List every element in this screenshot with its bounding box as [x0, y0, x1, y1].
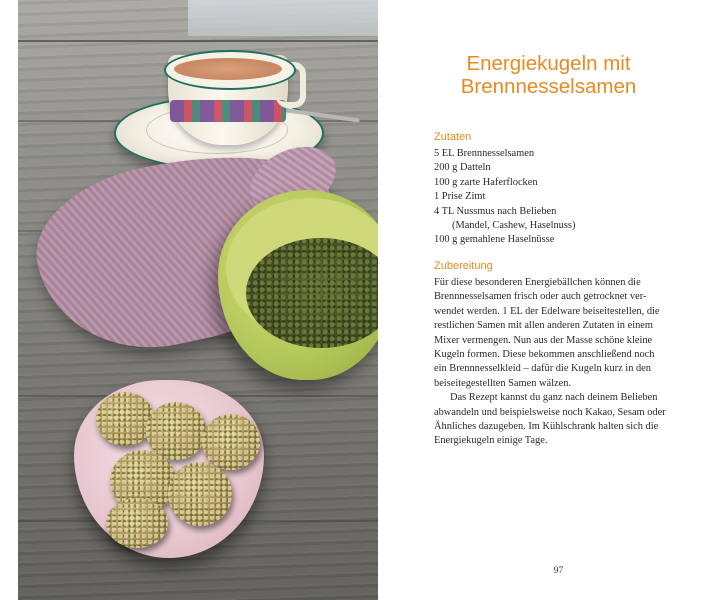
preparation-line: wendet werden. 1 EL der Edelware beiseitestellen, die — [434, 305, 660, 317]
ingredient-item-note: (Mandel, Cashew, Haselnuss) — [452, 220, 576, 232]
ingredient-item: 100 g gemahlene Haselnüsse — [434, 234, 555, 246]
background-sky — [188, 0, 378, 36]
page-number: 97 — [553, 566, 564, 576]
ingredients-heading: Zutaten — [434, 131, 472, 143]
energy-ball — [96, 392, 154, 446]
ingredient-item: 4 TL Nussmus nach Belieben — [434, 205, 557, 217]
tea — [174, 58, 282, 80]
recipe-title-line: Brennnesselsamen — [460, 75, 637, 98]
preparation-line: ein Brennnesselkleid – dafür die Kugeln kurz in den — [434, 363, 651, 375]
preparation-line: Brennnesselsamen frisch oder auch getrocknet ver- — [434, 291, 647, 303]
preparation-text — [434, 276, 710, 449]
teacup-floral-pattern — [170, 100, 286, 122]
preparation-line: Ähnliches dazugeben. Im Kühlschrank halten sich die — [434, 421, 659, 433]
ingredient-item: 100 g zarte Haferflocken — [434, 176, 538, 188]
preparation-line: Mixer vermengen. Nun aus der Masse schöne kleine — [434, 334, 653, 346]
recipe-text-page — [378, 0, 719, 600]
preparation-line: abwandeln und beispielsweise noch Kakao, Sesam oder — [434, 406, 666, 418]
ingredient-item: 5 EL Brennnesselsamen — [434, 148, 535, 159]
recipe-photo — [18, 0, 378, 600]
preparation-line: Für diese besonderen Energiebällchen können die — [434, 277, 641, 288]
ingredient-item: 200 g Datteln — [434, 162, 491, 174]
recipe-title-line: Energiekugeln mit — [466, 52, 631, 75]
preparation-heading: Zubereitung — [434, 260, 493, 272]
recipe-title — [378, 52, 719, 98]
table-plank-seam — [18, 40, 378, 42]
preparation-line: Kugeln formen. Diese bekommen anschließend noch — [434, 349, 655, 361]
preparation-line: Das Rezept kannst du ganz nach deinem Belieben — [450, 392, 658, 404]
energy-ball — [106, 498, 168, 548]
preparation-line: Energiekugeln einige Tage. — [434, 435, 548, 447]
preparation-line: beiseitegestellten Samen wälzen. — [434, 377, 572, 389]
ingredients-list — [434, 147, 575, 248]
preparation-line: restlichen Samen mit allen anderen Zutaten in einem — [434, 320, 653, 332]
energy-ball — [168, 462, 232, 526]
ingredient-item: 1 Prise Zimt — [434, 191, 486, 203]
energy-ball — [202, 414, 260, 470]
